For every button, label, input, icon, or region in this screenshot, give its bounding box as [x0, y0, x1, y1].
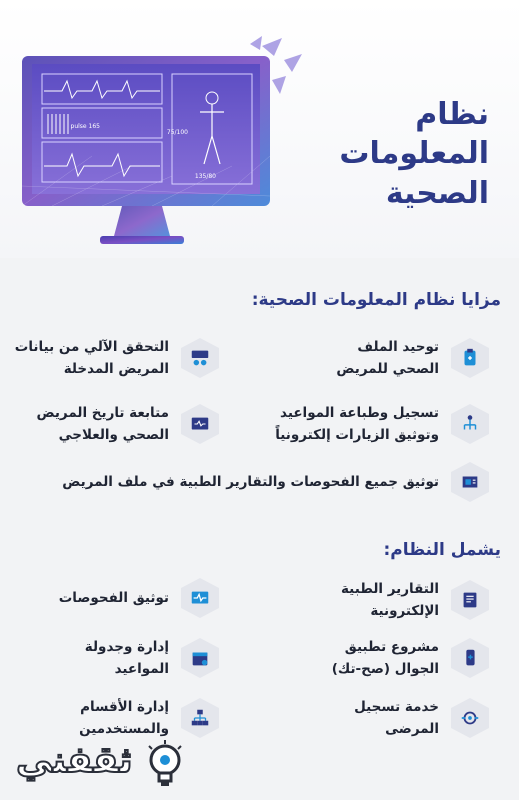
title-line-3: الصحية [385, 176, 489, 211]
system-item-departments [79, 696, 219, 740]
system-label-line1: مشروع تطبيق [344, 639, 439, 655]
feature-item-documentation [62, 462, 489, 502]
system-item-mobile-app [332, 636, 489, 680]
system-label-line1: خدمة تسجيل [354, 699, 439, 715]
lightbulb-icon [144, 740, 186, 792]
system-item-registration [354, 696, 489, 740]
system-label-line1: إدارة وجدولة [84, 639, 169, 655]
system-label-line2: والمستخدمين [79, 721, 169, 737]
title-line-1: نظام [415, 97, 489, 132]
heart-monitor-icon [181, 578, 219, 618]
system-item-exams [59, 578, 219, 618]
medical-file-icon [451, 338, 489, 378]
data-check-icon [181, 338, 219, 378]
system-label-line2: الجوال (صح-تك) [331, 661, 439, 677]
title-line-2: المعلومات [339, 136, 489, 171]
feature-label-line1: توحيد الملف [357, 339, 439, 355]
system-label-line2: المواعيد [114, 661, 169, 677]
folder-icon [181, 404, 219, 444]
feature-label-line1: التحقق الآلي من بيانات [14, 339, 169, 355]
section-title-features: مزايا نظام المعلومات الصحية: [251, 290, 501, 310]
feature-label-line2: المريض المدخلة [63, 361, 169, 377]
feature-label-line1: متابعة تاريخ المريض [36, 405, 169, 421]
mobile-app-icon [451, 638, 489, 678]
feature-item-auto-verify [15, 336, 219, 380]
system-label-line1: التقارير الطبية [341, 581, 439, 597]
system-item-reports [341, 578, 489, 622]
system-label-line1: إدارة الأقسام [80, 699, 169, 715]
brand-logo: ثقفني [16, 740, 133, 781]
feature-item-history [36, 402, 219, 446]
system-label-line2: المرضى [385, 721, 439, 737]
feature-label-line1: تسجيل وطباعة المواعيد [280, 405, 439, 421]
page-title [319, 96, 489, 214]
report-book-icon [451, 580, 489, 620]
feature-item-unified-file [336, 336, 489, 380]
bp-label-2: 135/80 [194, 173, 216, 180]
monitor-illustration [12, 36, 312, 258]
calendar-icon [181, 638, 219, 678]
system-item-scheduling [85, 636, 219, 680]
registration-icon [451, 698, 489, 738]
feature-label-line1: توثيق جميع الفحوصات والتقارير الطبية في ملف المريض [62, 474, 439, 490]
feature-label-line2: الصحي والعلاجي [58, 427, 169, 443]
network-icon [451, 404, 489, 444]
org-chart-icon [181, 698, 219, 738]
bp-label: 75/100 [166, 129, 188, 136]
feature-label-line2: الصحي للمريض [336, 361, 439, 377]
hero-banner [0, 0, 519, 258]
feature-label-line2: وتوثيق الزيارات إلكترونياً [275, 427, 439, 443]
documents-icon [451, 462, 489, 502]
feature-item-appointments [275, 402, 489, 446]
section-title-includes: يشمل النظام: [383, 540, 501, 560]
pulse-label: pulse 165 [70, 123, 100, 130]
system-label-line1: توثيق الفحوصات [58, 590, 169, 606]
system-label-line2: الإلكترونية [370, 603, 439, 619]
